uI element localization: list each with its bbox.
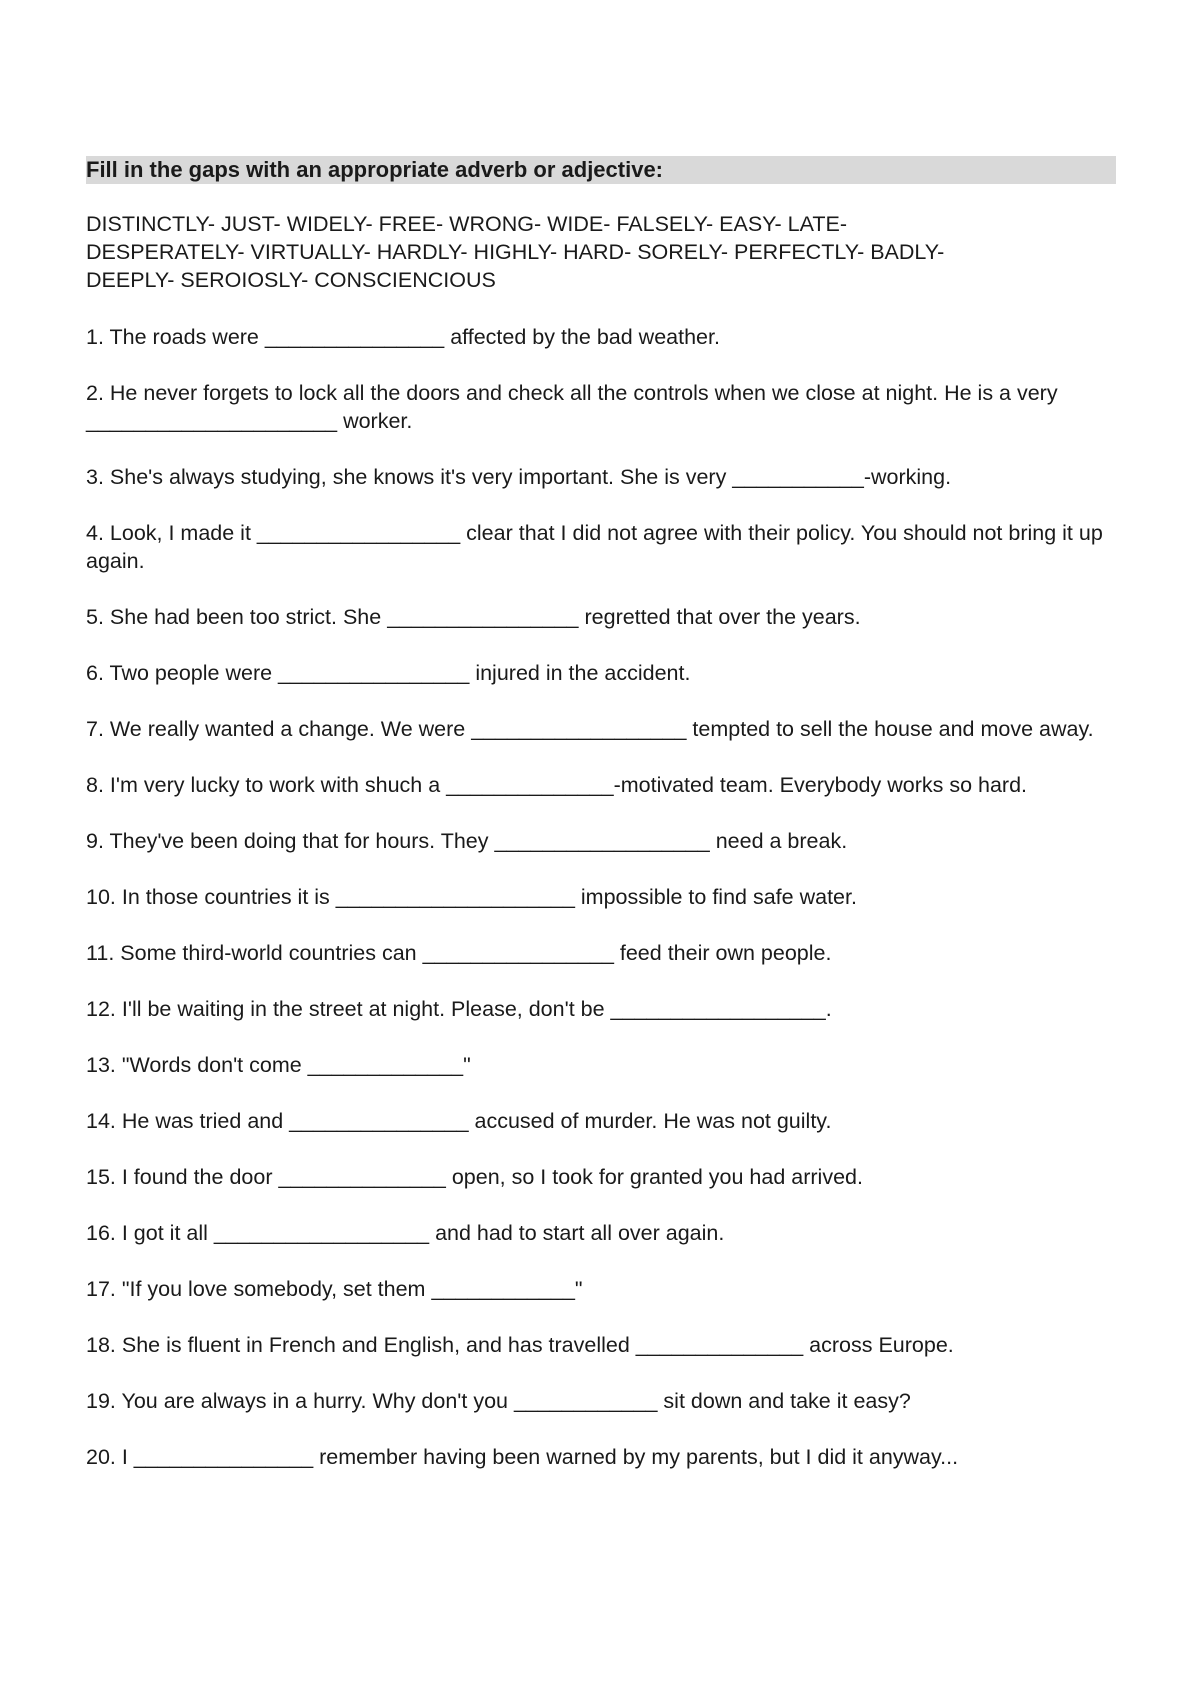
question-8: 8. I'm very lucky to work with shuch a ______________-motivated team. Everybody works so hard.	[86, 773, 1028, 797]
question-11: 11. Some third-world countries can ________________ feed their own people.	[86, 941, 832, 965]
question-14: 14. He was tried and _______________ accused of murder. He was not guilty.	[86, 1109, 832, 1133]
question-7: 7. We really wanted a change. We were __________________ tempted to sell the house and move away.	[86, 717, 1094, 741]
question-20: 20. I _______________ remember having been warned by my parents, but I did it anyway...	[86, 1445, 959, 1469]
question-2: 2. He never forgets to lock all the doors and check all the controls when we close at night. He is a very _____________________ worker.	[86, 381, 1058, 433]
word-bank-line: DEEPLY- SEROIOSLY- CONSCIENCIOUS	[86, 268, 496, 292]
question-18: 18. She is fluent in French and English, and has travelled ______________ across Europe.	[86, 1333, 954, 1357]
question-19: 19. You are always in a hurry. Why don't you ____________ sit down and take it easy?	[86, 1389, 911, 1413]
question-1: 1. The roads were _______________ affected by the bad weather.	[86, 325, 720, 349]
word-bank-line: DISTINCTLY- JUST- WIDELY- FREE- WRONG- WIDE- FALSELY- EASY- LATE-	[86, 212, 847, 236]
question-10: 10. In those countries it is ____________________ impossible to find safe water.	[86, 885, 857, 909]
question-17: 17. "If you love somebody, set them ____________"	[86, 1277, 583, 1301]
question-4: 4. Look, I made it _________________ clear that I did not agree with their policy. You should not bring it up again.	[86, 521, 1103, 573]
question-13: 13. "Words don't come _____________"	[86, 1053, 471, 1077]
word-bank-line: DESPERATELY- VIRTUALLY- HARDLY- HIGHLY- HARD- SORELY- PERFECTLY- BADLY-	[86, 240, 945, 264]
worksheet-content	[86, 156, 1116, 1499]
question-3: 3. She's always studying, she knows it's very important. She is very ___________-working.	[86, 465, 952, 489]
word-bank	[86, 210, 1116, 294]
exercise-heading: Fill in the gaps with an appropriate adverb or adjective:	[86, 156, 1116, 184]
question-6: 6. Two people were ________________ injured in the accident.	[86, 661, 691, 685]
question-16: 16. I got it all __________________ and had to start all over again.	[86, 1221, 725, 1245]
question-12: 12. I'll be waiting in the street at night. Please, don't be __________________.	[86, 997, 832, 1021]
question-9: 9. They've been doing that for hours. They __________________ need a break.	[86, 829, 848, 853]
question-15: 15. I found the door ______________ open, so I took for granted you had arrived.	[86, 1165, 863, 1189]
question-5: 5. She had been too strict. She ________________ regretted that over the years.	[86, 605, 861, 629]
